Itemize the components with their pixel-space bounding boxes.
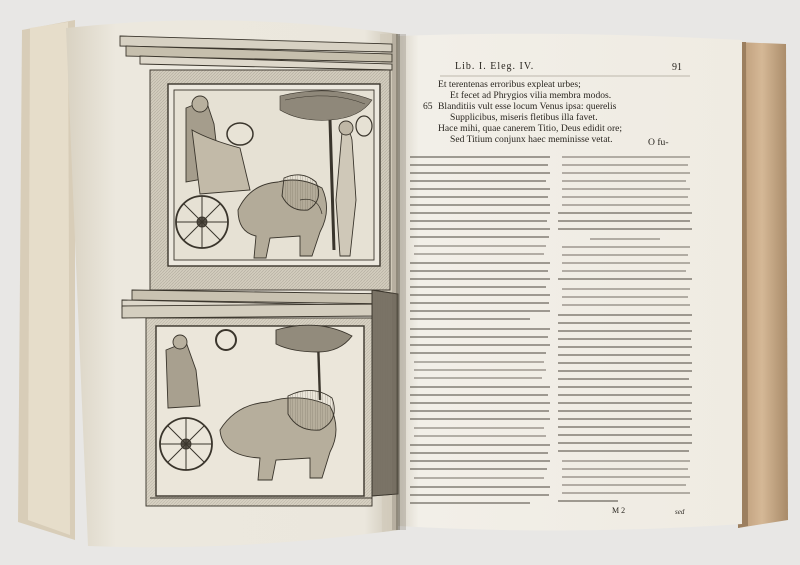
- catchword-bottom: sed: [675, 508, 685, 516]
- verse-line: Et terentenas erroribus expleat urbes;: [438, 79, 581, 90]
- verse-line: Supplicibus, miseris fletibus illa favet.: [450, 112, 598, 123]
- catchword: O fu-: [648, 137, 669, 148]
- verse-line: Sed Titium conjunx haec meminisse vetat.: [450, 134, 613, 145]
- signature-mark: M 2: [612, 506, 626, 515]
- page-number: 91: [672, 62, 682, 73]
- verse-line: Et fecet ad Phrygios vilia membra modos.: [450, 90, 612, 101]
- running-head: Lib. I. Eleg. IV.: [455, 61, 535, 72]
- verse-line: Hace mihi, quae canerem Titio, Deus edidit ore;: [438, 123, 623, 134]
- verse-number: 65: [423, 101, 433, 112]
- verse-line: Blanditiis vult esse locum Venus ipsa: querelis: [438, 101, 617, 112]
